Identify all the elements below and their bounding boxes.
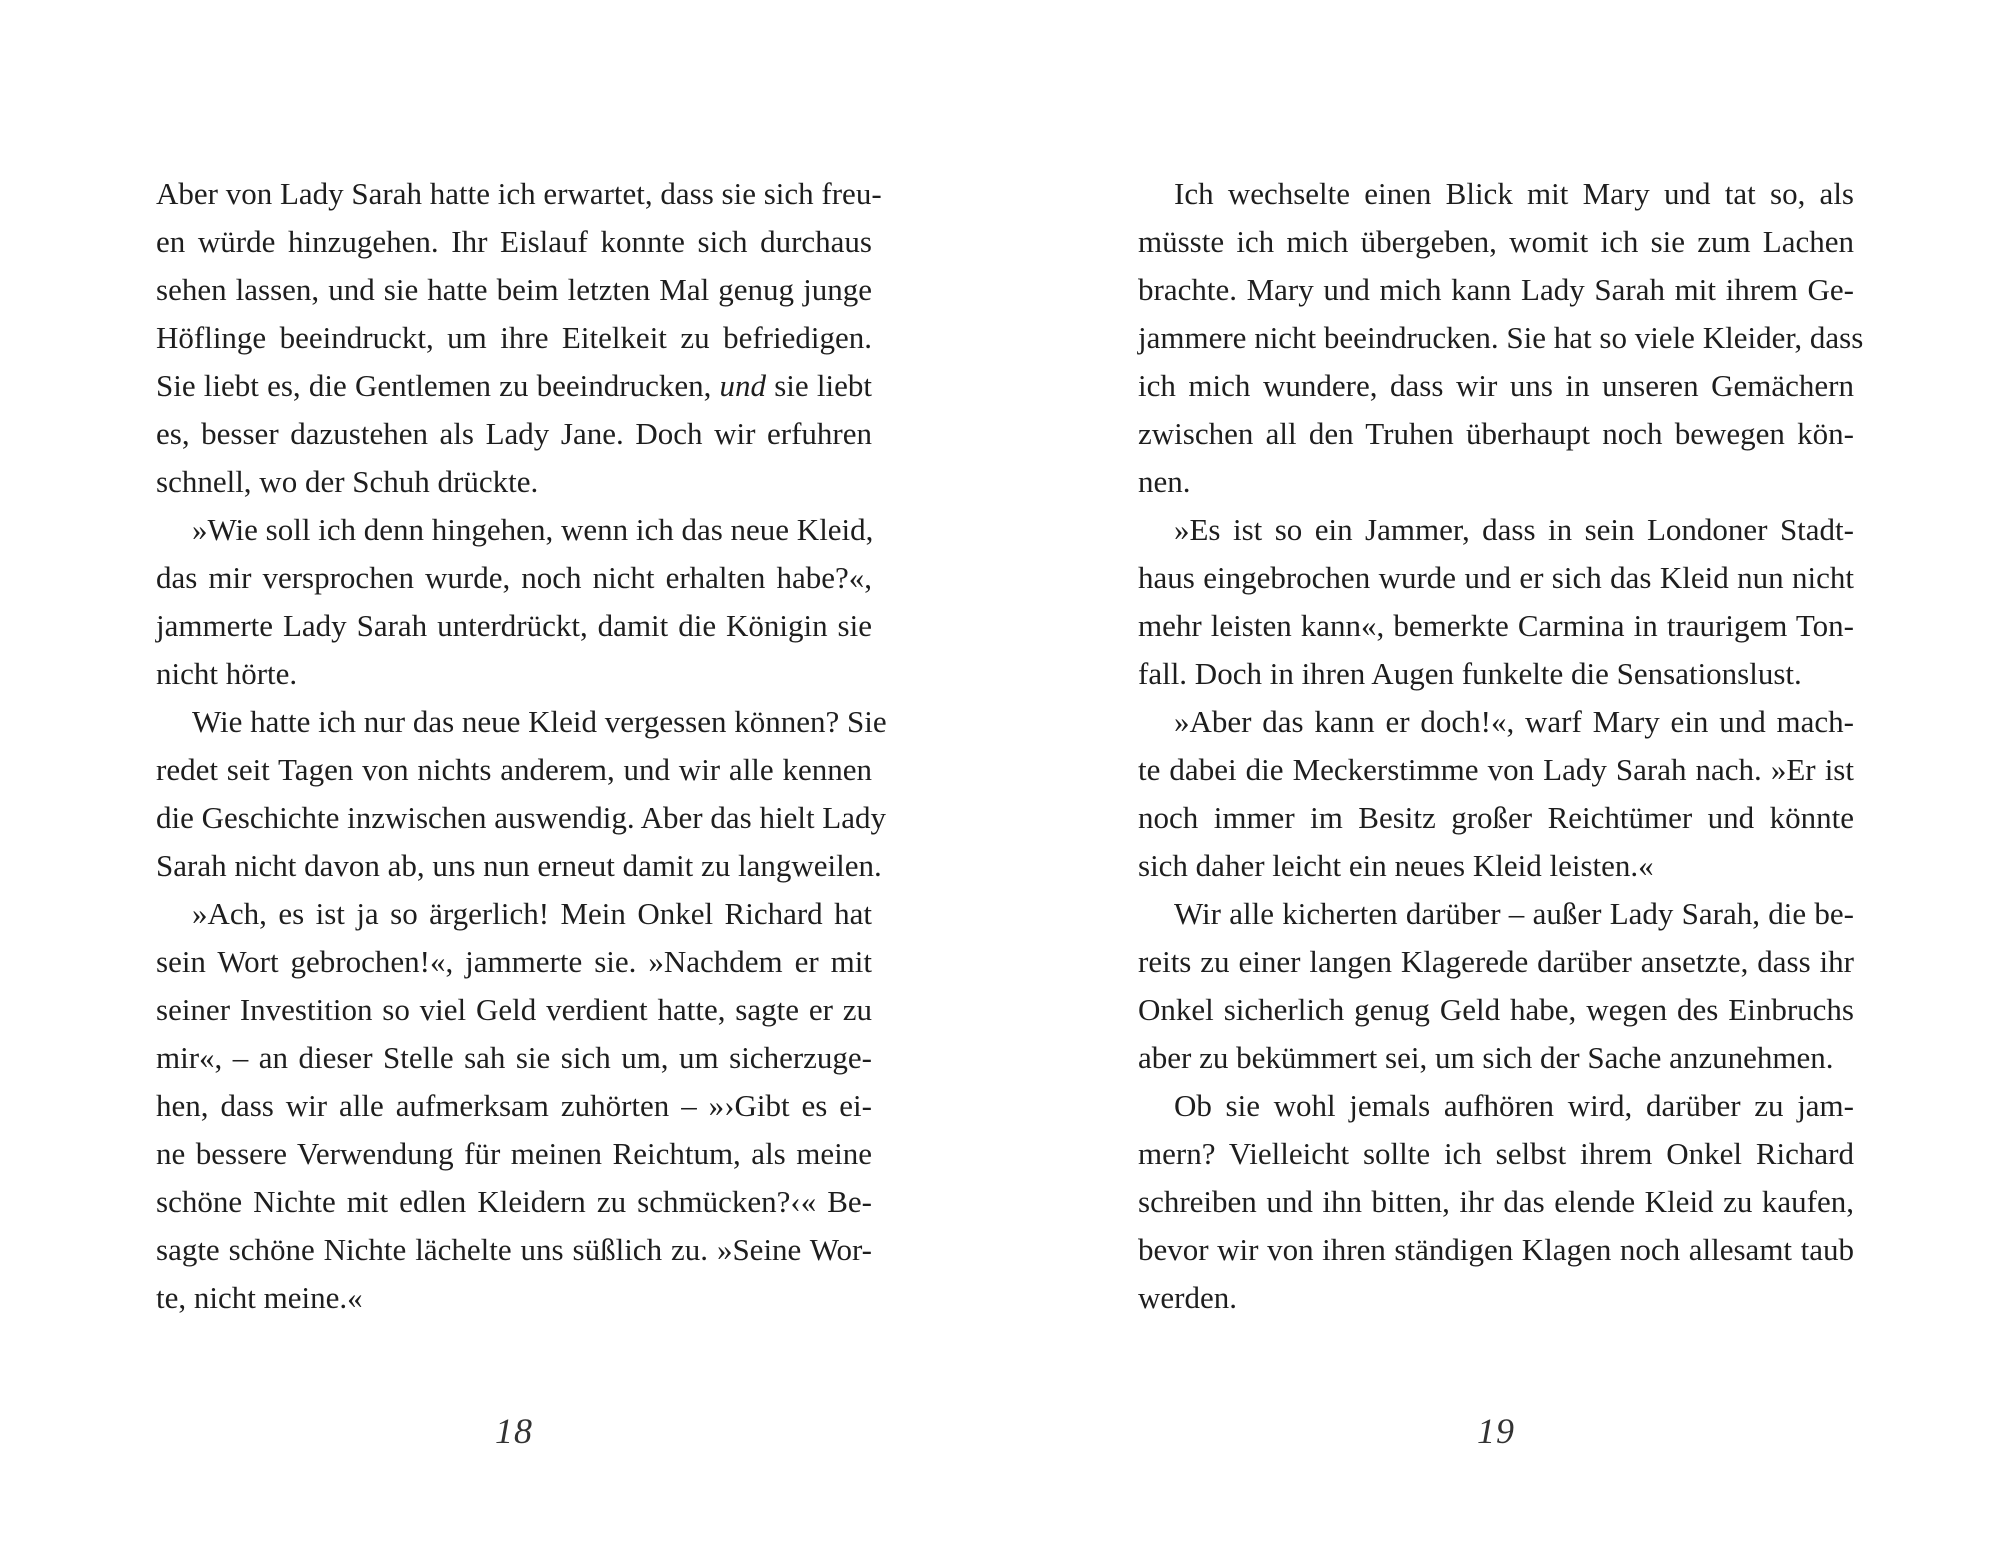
text-line: »Ach, es ist ja so ärgerlich! Mein Onkel Richard hat bbox=[192, 896, 872, 931]
text-line: sagte schöne Nichte lächelte uns süßlich zu. »Seine Wor- bbox=[156, 1232, 872, 1267]
text-line: Wie hatte ich nur das neue Kleid vergessen können? Sie bbox=[192, 704, 887, 739]
text-line: mir«, – an dieser Stelle sah sie sich um, um sicherzuge- bbox=[156, 1040, 872, 1075]
text-line: haus eingebrochen wurde und er sich das Kleid nun nicht bbox=[1138, 560, 1854, 595]
text-line: jammerte Lady Sarah unterdrückt, damit die Königin sie bbox=[156, 608, 872, 643]
text-line: Höflinge beeindruckt, um ihre Eitelkeit zu befriedigen. bbox=[156, 320, 872, 355]
text-line: es, besser dazustehen als Lady Jane. Doch wir erfuhren bbox=[156, 416, 872, 451]
text-line: te, nicht meine.« bbox=[156, 1280, 363, 1315]
text-line: fall. Doch in ihren Augen funkelte die Sensationslust. bbox=[1138, 656, 1802, 691]
text-line: noch immer im Besitz großer Reichtümer und könnte bbox=[1138, 800, 1854, 835]
left-page bbox=[156, 170, 887, 1490]
text-line: »Wie soll ich denn hingehen, wenn ich das neue Kleid, bbox=[192, 512, 874, 547]
text-line: Sarah nicht davon ab, uns nun erneut damit zu langweilen. bbox=[156, 848, 882, 883]
text-line: ne bessere Verwendung für meinen Reichtum, als meine bbox=[156, 1136, 872, 1171]
text-line: müsste ich mich übergeben, womit ich sie zum Lachen bbox=[1138, 224, 1854, 259]
text-line: Onkel sicherlich genug Geld habe, wegen des Einbruchs bbox=[1138, 992, 1854, 1027]
emphasis: und bbox=[719, 368, 767, 403]
page-number: 18 bbox=[495, 1411, 533, 1451]
text-line: Aber von Lady Sarah hatte ich erwartet, dass sie sich freu- bbox=[156, 176, 882, 211]
text-line: »Aber das kann er doch!«, warf Mary ein und mach- bbox=[1174, 704, 1854, 739]
text-line: schöne Nichte mit edlen Kleidern zu schmücken?‹« Be- bbox=[156, 1184, 872, 1219]
text-line: Ich wechselte einen Blick mit Mary und tat so, als bbox=[1174, 176, 1854, 211]
text-line: Wir alle kicherten darüber – außer Lady Sarah, die be- bbox=[1174, 896, 1854, 931]
text-line: »Es ist so ein Jammer, dass in sein Londoner Stadt- bbox=[1174, 512, 1854, 547]
text-line: en würde hinzugehen. Ihr Eislauf konnte sich durchaus bbox=[156, 224, 872, 259]
text-line: werden. bbox=[1138, 1280, 1237, 1315]
text-line: die Geschichte inzwischen auswendig. Aber das hielt Lady bbox=[156, 800, 886, 835]
text-line: Sie liebt es, die Gentlemen zu beeindrucken, und sie liebt bbox=[156, 368, 872, 403]
right-page bbox=[1138, 170, 1864, 1490]
text-line: bevor wir von ihren ständigen Klagen noch allesamt taub bbox=[1138, 1232, 1854, 1267]
text-line: te dabei die Meckerstimme von Lady Sarah nach. »Er ist bbox=[1138, 752, 1854, 787]
text-line: sein Wort gebrochen!«, jammerte sie. »Nachdem er mit bbox=[156, 944, 872, 979]
text-line: ich mich wundere, dass wir uns in unseren Gemächern bbox=[1138, 368, 1854, 403]
text-line: hen, dass wir alle aufmerksam zuhörten – »›Gibt es ei- bbox=[156, 1088, 872, 1123]
text-line: schnell, wo der Schuh drückte. bbox=[156, 464, 539, 499]
text-line: redet seit Tagen von nichts anderem, und wir alle kennen bbox=[156, 752, 872, 787]
page-number: 19 bbox=[1477, 1411, 1515, 1451]
text-line: reits zu einer langen Klagerede darüber ansetzte, dass ihr bbox=[1138, 944, 1854, 979]
text-line: zwischen all den Truhen überhaupt noch bewegen kön- bbox=[1138, 416, 1854, 451]
text-line: Ob sie wohl jemals aufhören wird, darüber zu jam- bbox=[1174, 1088, 1854, 1123]
text-line: jammere nicht beeindrucken. Sie hat so viele Kleider, dass bbox=[1138, 320, 1864, 355]
text-line: mern? Vielleicht sollte ich selbst ihrem Onkel Richard bbox=[1138, 1136, 1854, 1171]
text-line: schreiben und ihn bitten, ihr das elende Kleid zu kaufen, bbox=[1138, 1184, 1854, 1219]
text-line: das mir versprochen wurde, noch nicht erhalten habe?«, bbox=[156, 560, 872, 595]
text-line: brachte. Mary und mich kann Lady Sarah mit ihrem Ge- bbox=[1138, 272, 1854, 307]
text-line: sehen lassen, und sie hatte beim letzten Mal genug junge bbox=[156, 272, 872, 307]
text-line: sich daher leicht ein neues Kleid leisten.« bbox=[1138, 848, 1654, 883]
text-line: aber zu bekümmert sei, um sich der Sache anzunehmen. bbox=[1138, 1040, 1834, 1075]
text-line: nicht hörte. bbox=[156, 656, 298, 691]
text-line: nen. bbox=[1138, 464, 1191, 499]
text-line: seiner Investition so viel Geld verdient hatte, sagte er zu bbox=[156, 992, 872, 1027]
text-line: mehr leisten kann«, bemerkte Carmina in traurigem Ton- bbox=[1138, 608, 1854, 643]
